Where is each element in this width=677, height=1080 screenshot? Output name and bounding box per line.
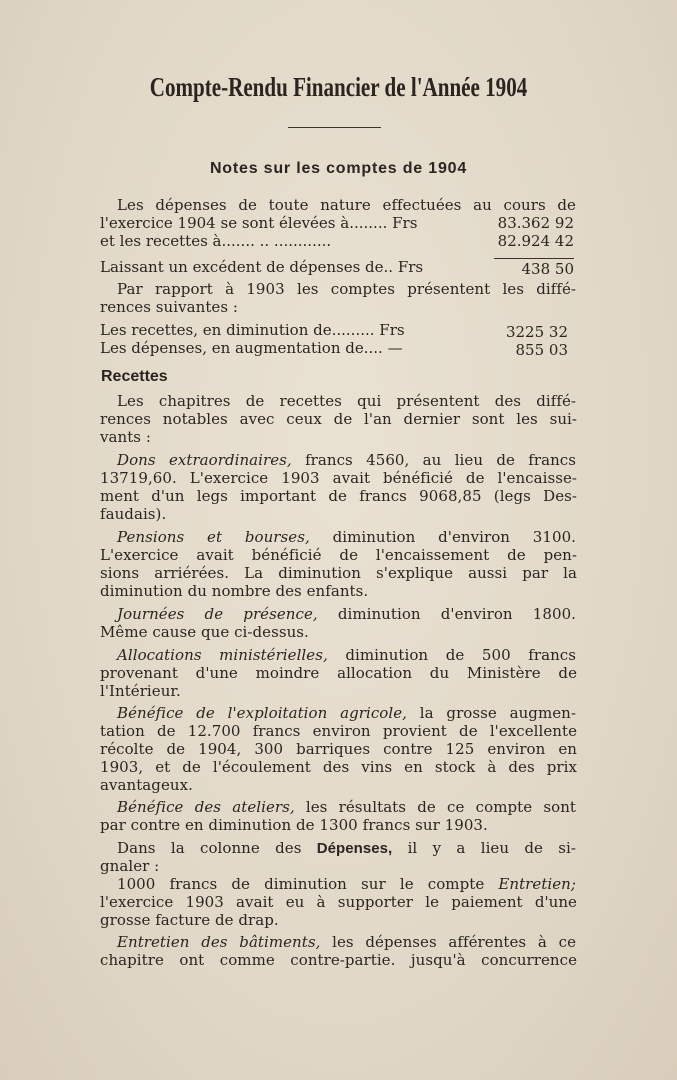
body-line	[100, 912, 577, 929]
body-line-segment: l'Intérieur.	[100, 682, 181, 700]
body-line	[100, 429, 577, 446]
body-line	[100, 665, 577, 682]
body-line	[100, 723, 577, 740]
intro-line-2: l'exercice 1904 se sont élevées à........ Frs	[100, 214, 418, 232]
body-line	[100, 624, 577, 641]
body-line	[117, 840, 576, 857]
body-line	[100, 547, 577, 564]
subtitle: Notes sur les comptes de 1904	[209, 160, 468, 177]
body-line-segment: diminution du nombre des enfants.	[100, 582, 369, 600]
body-line-segment: par contre en diminution de 1300 francs sur 1903.	[100, 816, 488, 834]
body-line-segment: récolte de 1904, 300 barriques contre 125 environ en	[100, 740, 577, 758]
body-line-segment: 1000 francs de diminution sur le compte	[117, 875, 499, 893]
intro-amount-excess: 438 50	[521, 260, 574, 278]
body-line	[117, 393, 576, 410]
body-line	[100, 894, 577, 911]
body-line-segment: grosse facture de drap.	[100, 911, 279, 929]
body-line-segment: diminution d'environ 1800.	[317, 605, 576, 623]
body-line	[100, 817, 577, 834]
body-line	[100, 858, 577, 875]
body-line-segment: les résultats de ce compte sont	[294, 798, 576, 816]
body-line-segment: la grosse augmen-	[406, 704, 576, 722]
body-line-segment: Bénéfice des ateliers,	[117, 798, 295, 816]
body-line-segment: rences notables avec ceux de l'an dernier sont les sui-	[100, 410, 577, 428]
body-line-segment: 13719,60. L'exercice 1903 avait bénéficié de l'encaisse-	[100, 469, 577, 487]
body-line-segment: provenant d'une moindre allocation du Ministère de	[100, 664, 577, 682]
body-line	[100, 565, 577, 582]
body-line-segment: Allocations ministérielles,	[117, 646, 328, 664]
body-line	[117, 606, 576, 623]
body-line-segment: il y a lieu de si-	[392, 839, 576, 857]
body-line	[100, 470, 577, 487]
body-line-segment: Entretien des bâtiments,	[117, 933, 321, 951]
body-line-segment: Dans la colonne des	[117, 839, 317, 857]
body-line-segment: Les chapitres de recettes qui présentent des diffé-	[117, 392, 576, 410]
body-line	[100, 583, 577, 600]
body-line-segment: Entretien;	[498, 875, 576, 893]
body-line	[100, 759, 577, 776]
body-line	[100, 411, 577, 428]
body-line	[100, 506, 577, 523]
body-line-segment: diminution de 500 francs	[327, 646, 576, 664]
body-line-segment: sions arriérées. La diminution s'explique aussi par la	[100, 564, 577, 582]
title-divider	[288, 127, 381, 128]
body-line-segment: tation de 12.700 francs environ provient de l'excellente	[100, 722, 577, 740]
body-line-segment: Même cause que ci-dessus.	[100, 623, 309, 641]
intro-line-6: rences suivantes :	[100, 298, 239, 316]
body-line-segment: avantageux.	[100, 776, 193, 794]
body-line-segment: les dépenses afférentes à ce	[320, 933, 576, 951]
body-line-segment: francs 4560, au lieu de francs	[291, 451, 576, 469]
body-line-segment: chapitre ont comme contre-partie. jusqu'à concurrence	[100, 951, 577, 969]
body-line-segment: Journées de présence,	[117, 605, 318, 623]
intro-line-5: Par rapport à 1903 les comptes présentent les diffé-	[117, 280, 576, 298]
intro-amount-expenses: 83.362 92	[497, 214, 574, 232]
body-line-segment: diminution d'environ 3100.	[309, 528, 576, 546]
sum-underline	[494, 258, 574, 259]
body-line	[117, 799, 576, 816]
body-line-segment: 1903, et de l'écoulement des vins en stock à des prix	[100, 758, 577, 776]
body-line-segment: faudais).	[100, 505, 167, 523]
body-line	[100, 488, 577, 505]
intro-line-7: Les recettes, en diminution de......... Frs	[100, 321, 405, 339]
body-line	[117, 705, 576, 722]
body-line-segment: Dépenses,	[316, 840, 393, 857]
intro-line-3: et les recettes à....... .. ............	[100, 232, 332, 250]
body-line-segment: l'exercice 1903 avait eu à supporter le paiement d'une	[100, 893, 577, 911]
body-line-segment: vants :	[100, 428, 151, 446]
intro-line-4: Laissant un excédent de dépenses de.. Frs	[100, 258, 424, 276]
intro-amount-receipts: 82.924 42	[497, 232, 574, 250]
body-line-segment: gnaler :	[100, 857, 160, 875]
section-heading-recettes: Recettes	[101, 368, 168, 385]
intro-amount-expenses-diff: 855 03	[515, 341, 568, 359]
body-line	[100, 683, 577, 700]
body-line	[117, 934, 576, 951]
intro-amount-receipts-diff: 3225 32	[505, 323, 568, 341]
body-line	[100, 741, 577, 758]
body-line-segment: L'exercice avait bénéficié de l'encaissement de pen-	[100, 546, 577, 564]
page-title: Compte-Rendu Financier de l'Année 1904	[149, 72, 528, 102]
body-line-segment: ment d'un legs important de francs 9068,85 (legs Des-	[100, 487, 577, 505]
body-line-segment: Dons extraordinaires,	[117, 451, 292, 469]
intro-line-8: Les dépenses, en augmentation de.... —	[100, 339, 403, 357]
body-line	[117, 452, 576, 469]
body-line-segment: Bénéfice de l'exploitation agricole,	[117, 704, 407, 722]
body-line	[100, 777, 577, 794]
body-line-segment: Pensions et bourses,	[117, 528, 310, 546]
intro-line-1: Les dépenses de toute nature effectuées au cours de	[117, 196, 576, 214]
body-line	[100, 952, 577, 969]
body-line	[117, 647, 576, 664]
body-line	[117, 529, 576, 546]
body-line	[117, 876, 576, 893]
